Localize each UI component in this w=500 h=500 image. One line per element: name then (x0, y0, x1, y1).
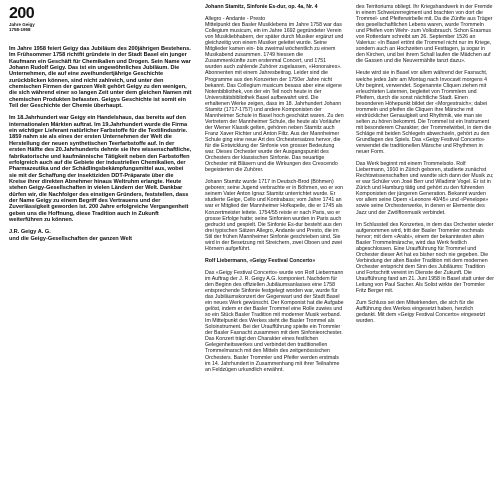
column-drum-history (356, 4, 494, 330)
logo-caption (9, 22, 69, 32)
paragraph: Johann Stamitz wurde 1717 in Deutsch-Brod (Böhmen) geboren; seine Jugend verbrachte er in Böhmen, wo er von seinem Vater Anton Ignaz Stamitz unterrichtet wurde. Er studierte Geige, Cello und Kontrabass; vom Jahre 1741 an war er Mitglied der Mannheimer Hofkapelle, die er 1745 als Konzertmeister leitete. 1754/55 reiste er nach Paris, wo er grosse Erfolge hatte; seine Sinfonien wurden in Paris auch gedruckt und gespielt. Die Sinfonie Es-dur besteht aus den drei typischen Sätzen Allegro, Andante und Presto, die im Stil der frühen Mannheimer Sinfonie geschrieben sind. Sie wird in der Besetzung mit Streichern, zwei Oboen und zwei Hörnern aufgeführt. (205, 179, 344, 252)
paragraph: des Territoriums obliegt. Ihr Kriegshandwerk in der Fremde in einem Schweizerregiment und brachten von dort die Trommel- und Pfeiferwirbelle mit. Da die Zünfte aus Träger des gesellschaftlichen Lebens waren, wurde Trommeln und Pfeifen vom Wehr- zum Volksbrauch. Schon Erasmus von Rotterdam schreibt am 26. September 1526 an Valerius: «In Basel ertönt die Trommel nicht nur im Kriege, sondern auch an Hochzeiten und Festtagen, ja sogar in den Kirchen, und bei ihrem Schall laufen die Mädchen auf die Gassen und die Neuvermählte tanzt dazu». (356, 4, 493, 65)
paragraph: Im 18.Jahrhundert war Geigy ein Handelshaus, das bereits auf den internationalen Märkten auftrat. Im 19.Jahrhundert wurde die Firma ein wichtiger Lieferant natürlicher Farbstoffe für die Textilindustrie. 1859 nahm sie als eines der ersten Unternehmen der Welt die Herstellung der neuen synthetischen Teerfarbstoffe auf. In der ersten Hälfte des 20.Jahrhunderts dehnte sie ihre wissenschaftliche, fabrikatorische und kaufmännische Tätigkeit neben den Farbstoffen erfolgreich auch auf die Gebiete der industriellen Chemikalien, der Pharmazeutika und der Schädlingsbekämpfungsmittel aus, wobei sie mit der Schaffung der insektiziden DDT-Präparate über die Kreise ihrer direkten Abnehmer hinaus Weltruhm erlangte. Heute stehen Geigy-Gesellschaften in vielen Ländern der Welt. Dankbar dürfen wir, die Nachfolger des einstigen Gründers, feststellen, dass der Name Geigy zu einem Begriff des Vertrauens und der Zuverlässigkeit geworden ist. 200 Jahre erfolgreiche Vergangenheit geben uns die Hoffnung, diese Tradition auch in Zukunft weiterführen zu können. (9, 115, 192, 223)
logo-line-1: Jahre Geigy (9, 22, 35, 27)
logo-line-2: 1758-1958 (9, 27, 31, 32)
column-program-notes (205, 4, 344, 379)
logo-mark: 200 (9, 5, 35, 22)
section-heading: Johann Stamitz, Sinfonie Es-dur, op. 4a, Nr. 4 (205, 4, 318, 10)
paragraph: Zum Schluss sei den Mitwirkenden, die sich für die Aufführung des Werkes eingesetzt haben, herzlich gedankt. Mit dem «Geigy Festival Concerto» eingesetzt wurden. (356, 300, 485, 325)
paragraph: Mittelpunkt des Basler Musiklebens im Jahre 1758 war das Collegium musicum, ein im Jahre 1692 gegründeter Verein von Musikliebhabern, der später durch Musiker ergänzt und gleichzeitig von einem Musiker geleitet wurde. Seine Mitglieder kamen ein- bis zweimal wöchentlich zu einem Musikabend zusammen. 1749 hiessen die Zusammenkünfte zum erstenmal Concert, und 1751 wurden auch zahlende Zuhörer zugelassen, «Honoraires». Abonnenten mit einem Jahresbeitrag. Leider sind die Programme aus den Konzerten der 1750er Jahre nicht bekannt. Das Collegium musicum besass aber eine eigene Notenbibliothek, von der ein Teil noch heute in der Universitätsbibliothek Basel aufbewahrt wird. Die erhaltenen Werke zeigen, dass im 18. Jahrhundert Johann Stamitz (1717-1757) und andere Komponisten der Mannheimer Schule in Basel hoch geschätzt waren. Zu den Vertretern der Mannheimer Schule, die heute als Vorläufer der Wiener Klassik gelten, gehören neben Stamitz auch Franz Xaver Richter und Anton Filtz. Aus der Mannheimer Schule ging eine neue Art des Orchestersatzes hervor, die für die Entwicklung der Sinfonie von grosser Bedeutung war. Dieses Orchester wurde der Ausgangspunkt des Orchesters der klassischen Sinfonie. Das neuartige Orchester mit Bläsern und die Wirkungen des Crescendo begeisterten die Zuhörer. (205, 22, 344, 174)
section-subheading: Allegro - Andante - Presto (205, 16, 266, 23)
paragraph: Heute wird sie in Basel vor allem während der Fasnacht, welche jedes Jahr am Montag nach Invocavit morgens 4 Uhr beginnt, verwendet. Sogenannte Cliquen ziehen mit erleuchteten Laternen, begleitet von Trommlern und Pfeifern, durch die sonst nächtliche Stadt. Einen besonderen Höhepunkt bildet der «Morgestraich»; dabei trommeln und pfeifen die Cliquen ihre Märsche mit eindrücklicher Genauigkeit und Rhythmik, wie man sie selten zu hören bekommt. Die Trommel ist ein Instrument mit besonderem Charakter; der Trommelwirbel, in dem die Schläge mit beiden Schlegeln abwechseln, gehört zu den Grundlagen des Spiels. Das «Geigy Festival Concerto» verwendet die traditionellen Märsche und Rhythmen in neuer Form. (356, 70, 492, 156)
geigy-200-logo (9, 6, 71, 22)
paragraph: Das Werk beginnt mit einem Trommelsolo. Rolf Liebermann, 1910 in Zürich geboren, studierte zunächst Rechtswissenschaften und wandte sich dann der Musik zu; er war Schüler von José Berr und Wladimir Vogel. Er ist in Zürich und Hamburg tätig und gehört zu den führenden Komponisten der jüngeren Generation. Bekannt wurden vor allem seine Opern «Leonore 40/45» und «Penelope» sowie seine Orchesterwerke, in denen er Elemente des Jazz und der Zwölftonmusik verbindet. (356, 161, 494, 216)
section-heading: Rolf Liebermann, «Geigy Festival Concerto» (205, 257, 316, 264)
paragraph: Im Jahre 1958 feiert Geigy das Jubiläum des 200jährigen Bestehens. Im Frühsommer 1758 richtfit gründete in der Stadt Basel ein junger Kaufmann ein Geschäft für Chemikalien und Drogen. Sein Name war Johann Rudolf Geigy. Das ist ein ungewöhnliches Jubiläum. Die Unternehmen, die auf eine zweihundertjährige Geschichte zurückblicken können, sind nicht zahlreich, und unter den chemischen Firmen der ganzen Welt gehört Geigy zu den wenigen, die sich während einer so langen Zeit unter dem gleichen Namen mit chemischen Produkten befassten. Geigys Geschichte ist somit ein Teil der Geschichte der Chemie überhaupt. (9, 46, 192, 110)
paragraph: Im Schlussteil des Konzertes, in dem das Orchester wieder aufgenommen wird, tritt der Basler Trommler nochmals hervor; mit dem «Arabi», einem der bekanntesten alten Basler Trommelmärsche, wird das Werk festlich abgeschlossen. Eine Uraufführung für Trommel und Orchester dieser Art hat es bisher noch nie gegeben. Die Verbindung der alten Basler Tradition mit dem modernen Orchester entspricht dem Sinn des Jubiläums: Tradition und Fortschritt vereint im Dienste der Zukunft. Die Uraufführung fand am 21. Juni 1958 in Basel statt unter der Leitung von Paul Sacher. Als Solist wirkte der Trommler Fritz Berger mit. (356, 221, 494, 295)
signature: J.R. Geigy A. G. und die Geigy-Gesellschaften der ganzen Welt (9, 229, 132, 242)
paragraph: Das «Geigy Festival Concerto» wurde von Rolf Liebermann im Auftrag der J. R. Geigy A.G. komponiert. Nachdem für den Beginn des offiziellen Jubiläumsanlasses eine 1758 entsprechende Sinfonie festgelegt worden war, wurde für das Jubiläumskonzert der Gegenwart und der Stadt Basel ein neues Werk gewünscht. Der Komponist hat die Aufgabe gelöst, indem er der Basler Trommel eine Rolle zuwies und so ein Stück Basler Tradition mit moderner Musik verband. Im Mittelpunkt des Werkes steht die Basler Trommel als Soloinstrument. Bei der Uraufführung spielte ein Trommler der Basler Fasnacht zusammen mit dem Sinfonieorchester. Das Konzert trägt den Charakter eines festlichen Gelegenheitswerkes und verbindet den traditionellen Trommelmarsch mit den Mitteln des zeitgenössischen Orchesters. Basler Trommler und Pfeifer werden erstmals im 14. Jahrhundert in Zusammenhang mit ihrer Teilnahme an Feldzügen urkundlich erwähnt. (205, 269, 344, 373)
column-jubilee-text (9, 46, 192, 248)
